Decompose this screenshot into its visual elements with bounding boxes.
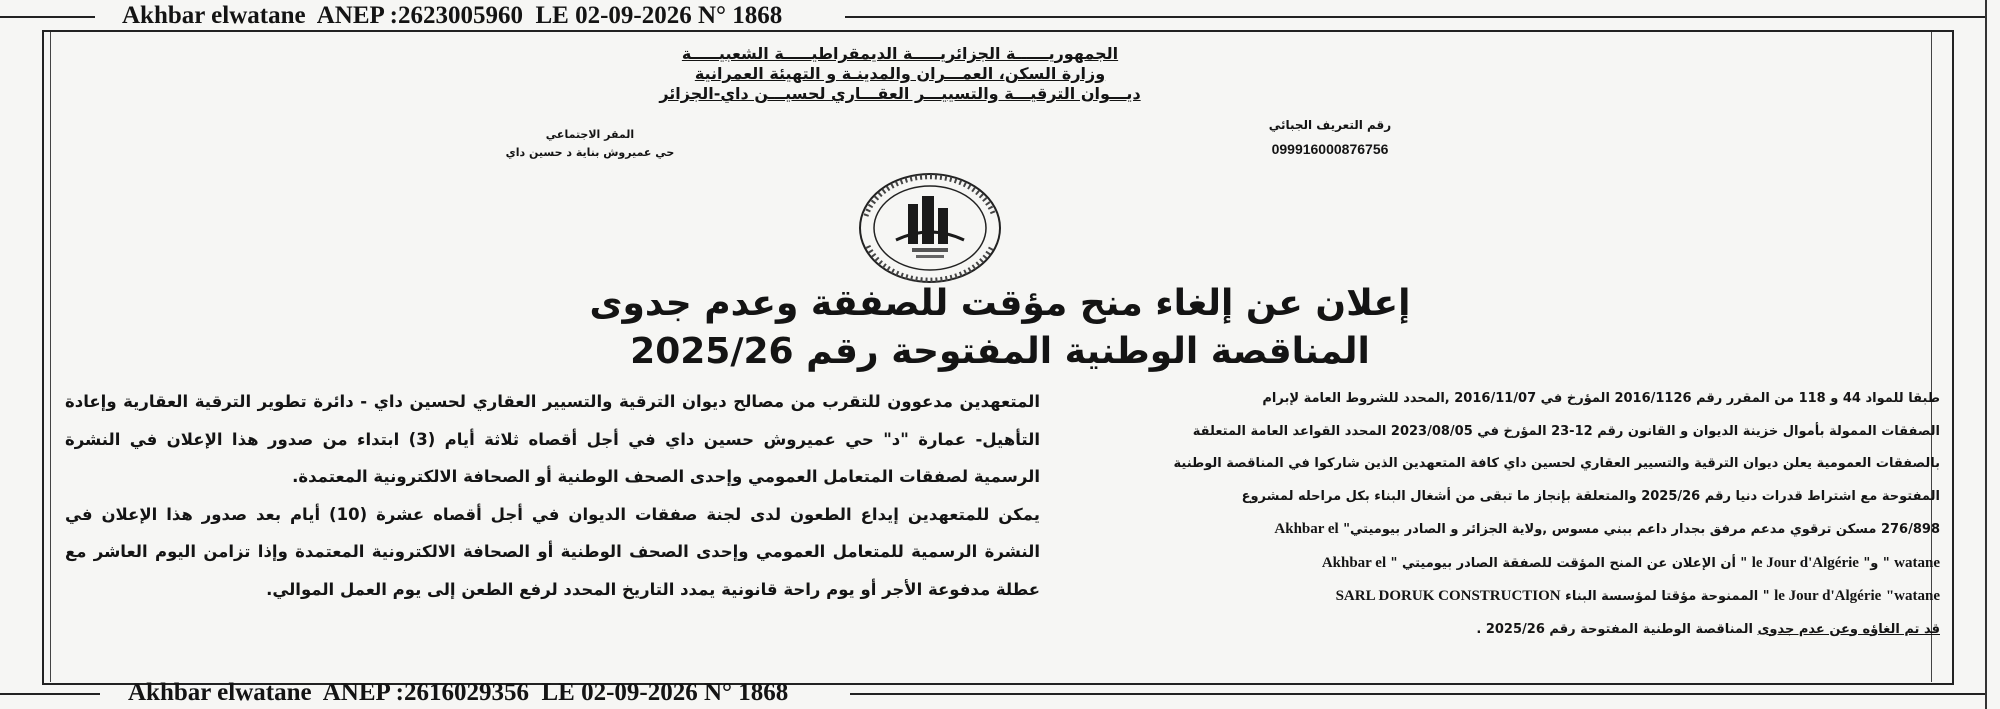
header-strip: [0, 0, 2000, 32]
right-line-7-text: " الممنوحة مؤقتا لمؤسسة البناء: [1565, 589, 1770, 604]
header-text: [122, 0, 782, 32]
left-paragraph-2: يمكن للمتعهدين إيداع الطعون لدى لجنة صفقات الديوان في أجل أقصاه عشرة (10) أيام بعد صدور هذا الإعلان في النشرة الرسمية للمتعامل العمومي وإحدى الصحف الوطنية أو الصحافة الالكترونية المعتمدة وإذا تزامن اليوم العاشر مع عطلة مدفوعة الأجر أو يوم راحة قانونية يمدد التاريخ المحدد لرفع الطعن إلى يوم العمل الموالي.: [65, 504, 1040, 599]
newspaper-name: le Jour d'Algérie: [1751, 554, 1859, 571]
footer-anep: ANEP :2616029356: [322, 679, 529, 706]
notice-title-line2: المناقصة الوطنية المفتوحة رقم 2025/26: [630, 331, 1370, 372]
left-column: [65, 383, 1040, 608]
republic-line: الجمهوريــــــة الجزائريـــــة الديمقراطيـــــة الشعبيـــــة: [681, 44, 1119, 63]
newspaper-name: watane: [1894, 554, 1940, 571]
header-rule-right: [845, 16, 1985, 18]
hq-label: المقر الاجتماعي: [545, 128, 635, 141]
newspaper-name: Akhbar el: [1274, 521, 1339, 537]
right-line-6-and: " و": [1863, 555, 1890, 571]
hq-address: حي عميروش بناية د حسين داي: [505, 146, 675, 159]
footer-rule-right: [850, 693, 1985, 695]
header-anep: ANEP :2623005960: [316, 2, 523, 29]
right-line-6: [1055, 547, 1940, 581]
right-line-5-text: 276/898 مسكن ترقوي مدعم مرفق بجدار داعم ببني مسوس ,ولاية الجزائر و الصادر بيوميتي": [1343, 522, 1940, 537]
header-rule-left: [0, 16, 95, 18]
header-issue: LE 02-09-2026 N° 1868: [535, 2, 783, 29]
right-line-3: بالصفقات العمومية يعلن ديوان الترقية والتسيير العقاري لحسين داي كافة المتعهدين الذين شاركوا في المناقصة الوطنية: [1173, 456, 1940, 471]
right-column: [1055, 383, 1940, 646]
newspaper-name: le Jour d'Algérie: [1774, 588, 1882, 604]
headquarters-block: [440, 126, 740, 162]
right-line-6-text: " أن الإعلان عن المنح المؤقت للصفقة الصادر بيوميتي ": [1390, 555, 1748, 571]
ministry-line: وزارة السكن، العمـــران والمدينـة و التهيئة العمرانية: [694, 64, 1106, 83]
footer-newspaper: Akhbar elwatane: [128, 679, 312, 706]
footer-strip: [0, 677, 2000, 709]
right-line-2: الصفقات الممولة بأموال خزينة الديوان و القانون رقم 12-23 المؤرخ في 2023/08/05 المحدد القواعد العامة المتعلقة: [1192, 423, 1940, 439]
notice-title-line1: إعلان عن إلغاء منح مؤقت للصفقة وعدم جدوى: [589, 283, 1411, 324]
right-line-1: طبقا للمواد 44 و 118 من المقرر رقم 2016/1126 المؤرخ في 2016/11/07 ,المحدد للشروط العامة لإبرام: [1262, 391, 1940, 406]
cancellation-phrase: قد تم الغاؤه وعن عدم جدوى: [1757, 621, 1940, 637]
office-seal-logo: [850, 168, 1010, 288]
footer-rule-left: [0, 693, 100, 695]
right-line-8-text: المناقصة الوطنية المفتوحة رقم 2025/26 .: [1476, 621, 1753, 637]
letterhead: [600, 44, 1200, 104]
right-line-7: [1055, 580, 1940, 614]
left-paragraph-1: المتعهدين مدعوون للتقرب من مصالح ديوان الترقية والتسيير العقاري لحسين داي - دائرة تطوير الترقية العقارية وإعادة التأهيل- عمارة "د" حي عميروش حسين داي في أجل أقصاه ثلاثة أيام (3) ابتداء من صدور هذا الإعلان في النشرة الرسمية لصفقات المتعامل العمومي وإحدى الصحف الوطنية أو الصحافة الالكترونية المعتمدة.: [65, 392, 1040, 486]
company-name: SARL DORUK CONSTRUCTION: [1335, 588, 1561, 604]
fiscal-id-block: [1180, 113, 1480, 161]
right-line-8: [1055, 614, 1940, 647]
office-line: ديـــوان الترقيـــة والتسييـــر العقـــاري لحسيـــن داي-الجزائر: [659, 84, 1141, 103]
newspaper-name: Akhbar el: [1321, 554, 1387, 571]
page-right-edge: [1985, 0, 1987, 709]
notice-title: [300, 280, 1700, 376]
footer-text: [128, 677, 788, 709]
footer-issue: LE 02-09-2026 N° 1868: [541, 679, 789, 706]
fiscal-number: 099916000876756: [1271, 141, 1389, 157]
header-newspaper: Akhbar elwatane: [122, 2, 306, 29]
newspaper-name: "watane: [1885, 588, 1940, 604]
fiscal-label: رقم التعريف الجبائي: [1268, 118, 1392, 132]
right-line-5: [1055, 513, 1940, 547]
right-line-4: المفتوحة مع اشتراط قدرات دنيا رقم 2025/26 والمتعلقة بإنجاز ما تبقى من أشغال البناء بكل مراحله لمشروع: [1241, 488, 1940, 504]
